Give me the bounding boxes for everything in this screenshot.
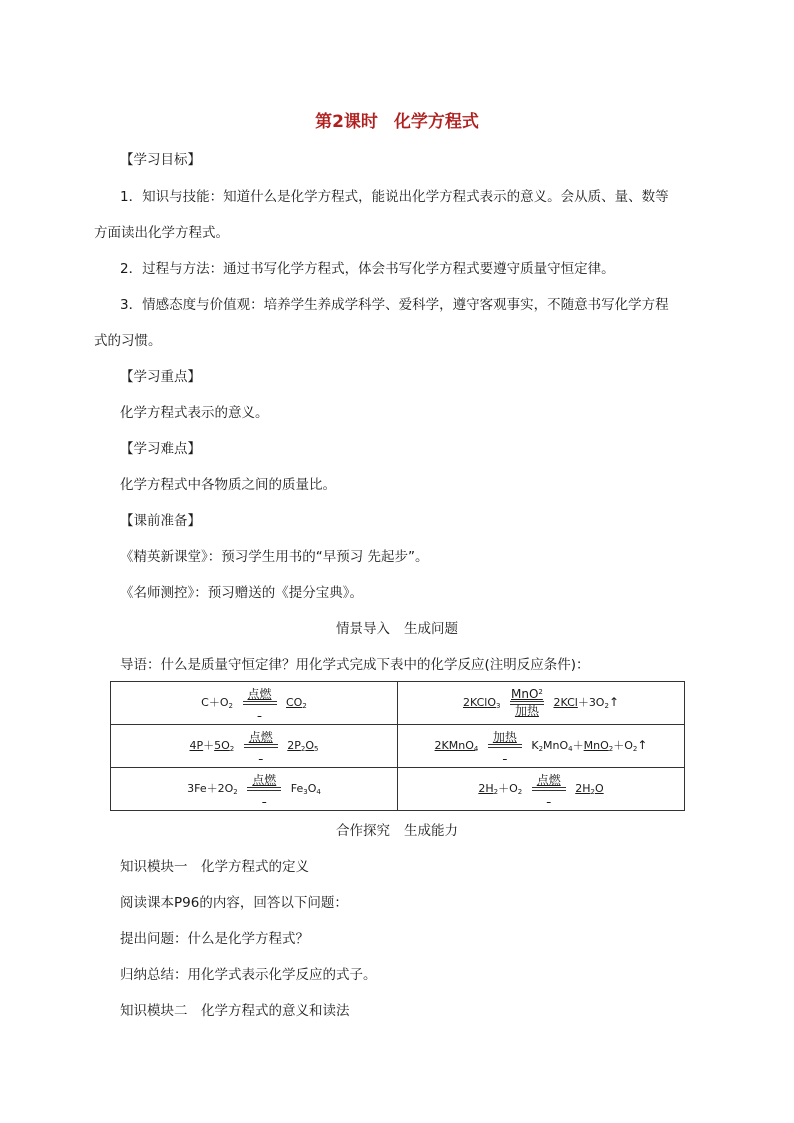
reaction-cell-2: 2KClO$_3$ MnO$^2$ 加热 $2KCl+3O_2↑$ (398, 682, 685, 725)
reaction-cell-1: $C+O_2$ 点燃 $CO_2$ (111, 682, 398, 725)
condition-catalyst-heat: MnO$^2$ 加热 (511, 687, 543, 718)
lesson-topic: 化学方程式 (393, 112, 479, 132)
objectives-heading: 【学习目标】 (120, 152, 201, 168)
key-points-text: 化学方程式表示的意义。 (120, 405, 269, 421)
objective-3-line-2: 式的习惯。 (94, 333, 162, 349)
reaction-cell-4: 2KMnO$_4$ 加热 $K_2MnO_4+MnO_2+O_2↑$ (398, 725, 685, 768)
difficulties-heading: 【学习难点】 (120, 441, 201, 457)
objective-1-line-1: 1．知识与技能：知道什么是化学方程式，能说出化学方程式表示的意义。会从质、量、数等 (120, 189, 669, 205)
gas-arrow-icon: ↑ (637, 738, 648, 752)
reaction-cell-5: $3Fe+2O_2$ 点燃 $Fe_3O_4$ (111, 768, 398, 811)
reaction-table (110, 681, 685, 811)
condition-heat: 加热 (488, 731, 522, 761)
preparation-line-1: 《精英新课堂》：预习学生用书的“早预习 先起步”。 (120, 549, 429, 565)
section-heading-inquiry: 合作探究 生成能力 (336, 823, 458, 839)
section-heading-intro: 情景导入 生成问题 (336, 621, 458, 637)
preparation-line-2: 《名师测控》：预习赠送的《提分宝典》。 (120, 585, 363, 601)
module-2-heading: 知识模块二 化学方程式的意义和读法 (120, 1003, 350, 1019)
key-points-heading: 【学习重点】 (120, 369, 201, 385)
preparation-heading: 【课前准备】 (120, 513, 201, 529)
condition-ignite: 点燃 (243, 688, 277, 718)
difficulties-text: 化学方程式中各物质之间的质量比。 (120, 477, 336, 493)
condition-ignite: 点燃 (244, 731, 278, 761)
objective-1-line-2: 方面读出化学方程式。 (94, 225, 229, 241)
module-1-summary: 归纳总结：用化学式表示化学反应的式子。 (120, 967, 377, 983)
reaction-cell-6: $2H_2+O_2$ 点燃 $2H_2O$ (398, 768, 685, 811)
reaction-cell-3: $4P+5O_2$ 点燃 $2P_2O_5$ (111, 725, 398, 768)
intro-text: 导语：什么是质量守恒定律？用化学式完成下表中的化学反应(注明反应条件)： (120, 657, 590, 673)
module-1-read: 阅读课本P96的内容，回答以下问题： (120, 895, 348, 911)
lesson-number: 第2课时 (315, 112, 378, 132)
module-1-question: 提出问题：什么是化学方程式？ (120, 931, 309, 947)
condition-ignite: 点燃 (247, 774, 281, 804)
gas-arrow-icon: ↑ (608, 695, 620, 709)
module-1-heading: 知识模块一 化学方程式的定义 (120, 859, 309, 875)
objective-2: 2．过程与方法：通过书写化学方程式，体会书写化学方程式要遵守质量守恒定律。 (120, 261, 615, 277)
objective-3-line-1: 3．情感态度与价值观：培养学生养成学科学、爱科学，遵守客观事实，不随意书写化学方程 (120, 297, 669, 313)
page-title (0, 107, 794, 132)
condition-ignite: 点燃 (532, 774, 566, 804)
